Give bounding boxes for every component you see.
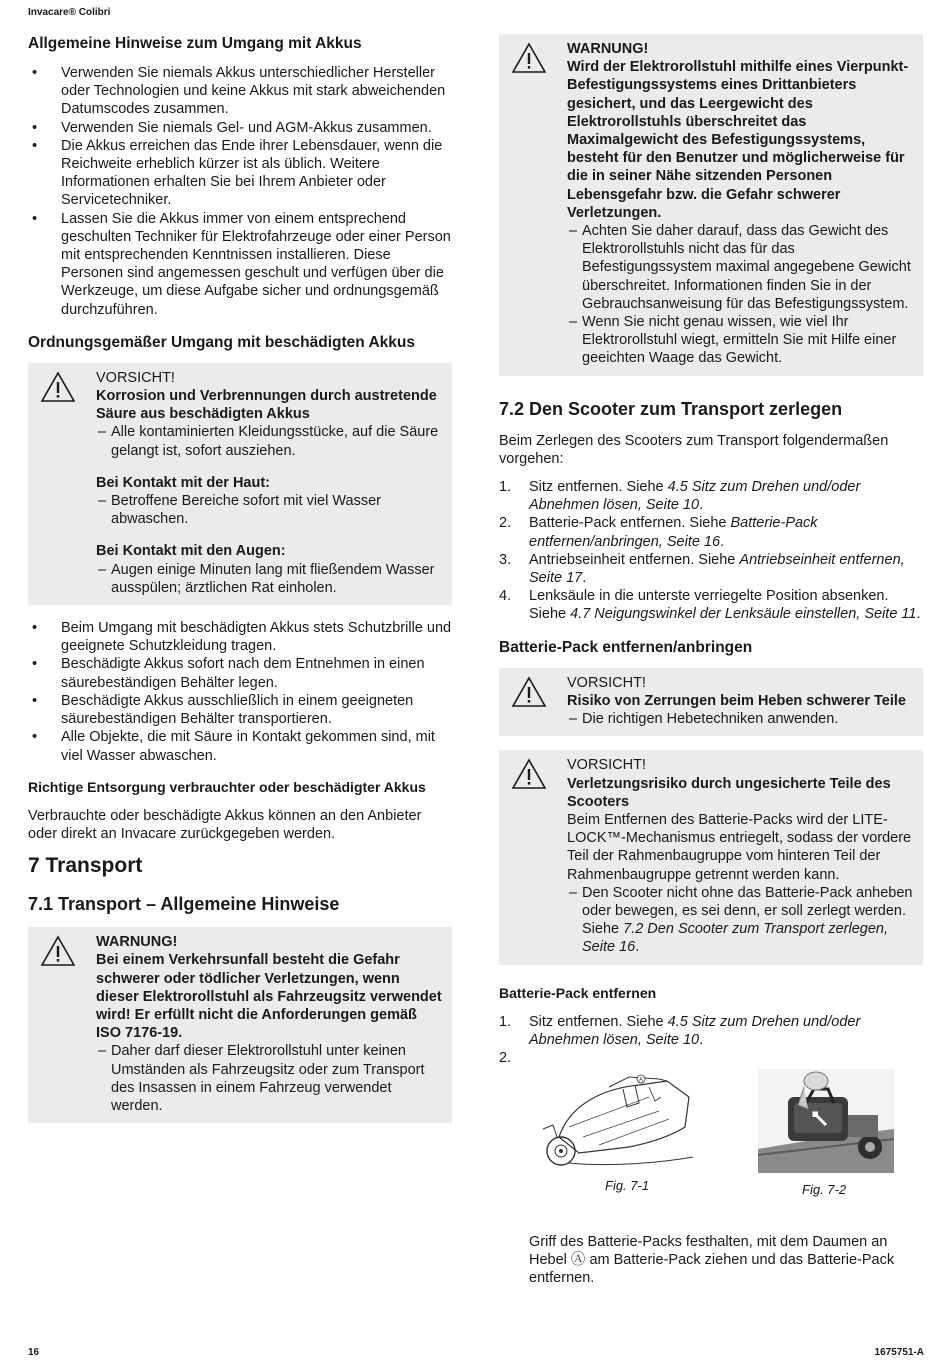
warning-label: WARNUNG! [567, 41, 649, 57]
step-item: 1. Sitz entfernen. Siehe 4.5 Sitz zum Drehen und/oder Abnehmen lösen, Seite 10. [499, 1013, 861, 1048]
caution-box-acid [28, 363, 452, 605]
caution-label: VORSICHT! [567, 674, 646, 691]
figure-battery-removal-photo [758, 1069, 894, 1173]
warning-triangle-icon [40, 935, 76, 967]
chapter-title-transport: 7 Transport [28, 854, 143, 878]
caution-label: VORSICHT! [96, 369, 175, 386]
caution-subheading-skin: Bei Kontakt mit der Haut: [96, 474, 271, 491]
caution-headline: Risiko von Zerrungen beim Heben schwerer Teile [567, 692, 906, 709]
list-item: • Lassen Sie die Akkus immer von einem entsprechend geschulten Techniker für Elektrofahrzeuge oder einer Person mit entsprechenden Kenntnissen installieren. Diese Personen sind angemessen geschult und verfügen über die Werkzeuge, um diese Aufgabe sicher und ordnungsgemäß durchzuführen. [28, 210, 452, 319]
caution-instruction: – Betroffene Bereiche sofort mit viel Wasser abwaschen. [96, 492, 444, 528]
cross-reference-link[interactable]: 4.5 Sitz zum Drehen und/oder Abnehmen lösen, Seite 10 [529, 1013, 861, 1048]
right-column [499, 34, 923, 1298]
warning-box-vehicle-seat [28, 927, 452, 1123]
warning-box-tiedown [499, 34, 923, 376]
section-title-disposal: Richtige Entsorgung verbrauchter oder beschädigter Akkus [28, 778, 426, 795]
section-title-battery-pack: Batterie-Pack entfernen/anbringen [499, 638, 753, 656]
page-number: 16 [28, 1347, 40, 1358]
step-item: 3. Antriebseinheit entfernen. Siehe Antriebseinheit entfernen, Seite 17. [499, 551, 905, 587]
damaged-batteries-list [28, 619, 452, 765]
section-title-disassemble: 7.2 Den Scooter zum Transport zerlegen [499, 398, 843, 419]
document-number: 1675751-A [874, 1347, 924, 1358]
caution-instruction: – Alle kontaminierten Kleidungsstücke, auf die Säure gelangt ist, sofort ausziehen. [96, 423, 444, 459]
caution-box-lifting [499, 668, 923, 737]
cross-reference-link[interactable]: Antriebseinheit entfernen, Seite 17 [529, 551, 905, 587]
figure-caption-7-2: Fig. 7-2 [802, 1181, 847, 1197]
step-item: 4. Lenksäule in die unterste verriegelte Position absenken. Siehe 4.7 Neigungswinkel der Lenksäule einstellen, Seite 11. [499, 588, 921, 623]
warning-instruction: – Wenn Sie nicht genau wissen, wie viel Ihr Elektrorollstuhl wiegt, ermitteln Sie mit Hilfe einer geeichten Waage das Gewicht. [567, 313, 915, 368]
warning-triangle-icon [511, 758, 547, 790]
section-title-battery-handling: Allgemeine Hinweise zum Umgang mit Akkus [28, 35, 362, 52]
warning-instruction: – Achten Sie daher darauf, dass das Gewicht des Elektrorollstuhls nicht das für das Befestigungssystem maximal angegebene Gewicht überschreitet. Informationen finden Sie in der Gebrauchsanweisung für das Befestigungssystem. [567, 222, 915, 313]
left-column [28, 34, 452, 1137]
section-title-battery-remove: Batterie-Pack entfernen [499, 984, 657, 1001]
caution-box-unsecured-parts [499, 750, 923, 964]
warning-label: WARNUNG! [96, 934, 178, 951]
section-title-damaged-batteries: Ordnungsgemäßer Umgang mit beschädigten Akkus [28, 333, 415, 351]
warning-headline: Wird der Elektrorollstuhl mithilfe eines Vierpunkt-Befestigungssystems eines Drittanbieters gesichert, und das Leergewicht des Elektrorollstuhls überschreitet das Maximalgewicht des Befestigungssystems, besteht für den Benutzer und möglicherweise für die in seiner Nähe sitzenden Personen Lebensgefahr bzw. die Gefahr schwerer Verletzungen. [567, 59, 909, 221]
figure-caption-7-1: Fig. 7-1 [605, 1177, 650, 1193]
caution-instruction: – Augen einige Minuten lang mit fließendem Wasser ausspülen; ärztlichen Rat einholen. [96, 561, 444, 597]
cross-reference-link[interactable]: Batterie-Pack entfernen/anbringen, Seite 16 [529, 515, 818, 550]
battery-handling-list [28, 64, 452, 319]
caution-instruction: – Die richtigen Hebetechniken anwenden. [567, 710, 915, 728]
list-item: • Beschädigte Akkus sofort nach dem Entnehmen in einen säurebeständigen Behälter legen. [28, 655, 452, 691]
cross-reference-link[interactable]: 7.2 Den Scooter zum Transport zerlegen, Seite 16 [582, 921, 889, 956]
step-item: 1. Sitz entfernen. Siehe 4.5 Sitz zum Drehen und/oder Abnehmen lösen, Seite 10. [499, 479, 861, 514]
page-header: Invacare® Colibri [28, 7, 111, 18]
caution-headline: Verletzungsrisiko durch ungesicherte Teile des Scooters [567, 775, 891, 810]
list-item: • Beim Umgang mit beschädigten Akkus stets Schutzbrille und geeignete Schutzkleidung tragen. [28, 619, 452, 655]
disassemble-intro: Beim Zerlegen des Scooters zum Transport folgendermaßen vorgehen: [499, 432, 889, 467]
disassemble-steps [499, 478, 923, 624]
svg-text:A: A [638, 1077, 644, 1084]
list-item: • Alle Objekte, die mit Säure in Kontakt gekommen sind, mit viel Wasser abwaschen. [28, 728, 452, 764]
warning-triangle-icon [40, 371, 76, 403]
step-item: 2. Batterie-Pack entfernen. Siehe Batterie-Pack entfernen/anbringen, Seite 16. [499, 515, 818, 550]
battery-remove-steps: 1. Sitz entfernen. Siehe 4.5 Sitz zum Drehen und/oder Abnehmen lösen, Seite 10. 2. [499, 1013, 923, 1049]
figure-scooter-frame-drawing [539, 1067, 695, 1175]
list-item: • Beschädigte Akkus ausschließlich in einem geeigneten säurebeständigen Behälter transportieren. [28, 692, 452, 728]
warning-triangle-icon [511, 676, 547, 708]
disposal-text: Verbrauchte oder beschädigte Akkus können an den Anbieter oder direkt an Invacare zurückgegeben werden. [28, 807, 422, 842]
caution-instruction: – Den Scooter nicht ohne das Batterie-Pack anheben oder bewegen, es sei denn, er soll zerlegt werden. Siehe 7.2 Den Scooter zum Transport zerlegen, Seite 16. [567, 884, 915, 957]
section-title-transport-general: 7.1 Transport – Allgemeine Hinweise [28, 894, 340, 915]
list-item: • Verwenden Sie niemals Gel- und AGM-Akkus zusammen. [28, 119, 452, 137]
caution-headline: Korrosion und Verbrennungen durch austretende Säure aus beschädigten Akkus [96, 388, 437, 423]
caution-subheading-eyes: Bei Kontakt mit den Augen: [96, 543, 286, 560]
figures-row [499, 1067, 923, 1223]
list-item: • Die Akkus erreichen das Ende ihrer Lebensdauer, wenn die Reichweite erheblich kürzer ist als üblich. Weitere Informationen erhalten Sie bei Ihrem Anbieter oder Servicetechniker. [28, 137, 452, 210]
caution-text: Beim Entfernen des Batterie-Packs wird der LITE-LOCK™-Mechanismus entriegelt, sodass der vordere Teil der Rahmenbaugruppe vom hinteren Teil der Rahmenbaugruppe getrennt werden kann. [567, 811, 912, 883]
battery-remove-instruction: Griff des Batterie-Packs festhalten, mit dem Daumen an Hebel Ⓐ am Batterie-Pack ziehen und das Batterie-Pack entfernen. [529, 1233, 895, 1287]
caution-label: VORSICHT! [567, 757, 646, 774]
list-item: • Verwenden Sie niemals Akkus unterschiedlicher Hersteller oder Technologien und keine Akkus mit stark abweichenden Datumscodes zusammen. [28, 64, 452, 119]
warning-instruction: – Daher darf dieser Elektrorollstuhl unter keinen Umständen als Fahrzeugsitz oder zum Transport des Insassen in einem Fahrzeug verwendet werden. [96, 1042, 444, 1115]
warning-headline: Bei einem Verkehrsunfall besteht die Gefahr schwerer oder tödlicher Verletzungen, wenn dieser Elektrorollstuhl als Fahrzeugsitz verwendet wird! Er erfüllt nicht die Anforderungen gemäß ISO 7176-19. [96, 952, 442, 1042]
warning-triangle-icon [511, 42, 547, 74]
cross-reference-link[interactable]: 4.5 Sitz zum Drehen und/oder Abnehmen lösen, Seite 10 [529, 479, 861, 514]
cross-reference-link[interactable]: 4.7 Neigungswinkel der Lenksäule einstellen, Seite 11 [570, 606, 917, 623]
